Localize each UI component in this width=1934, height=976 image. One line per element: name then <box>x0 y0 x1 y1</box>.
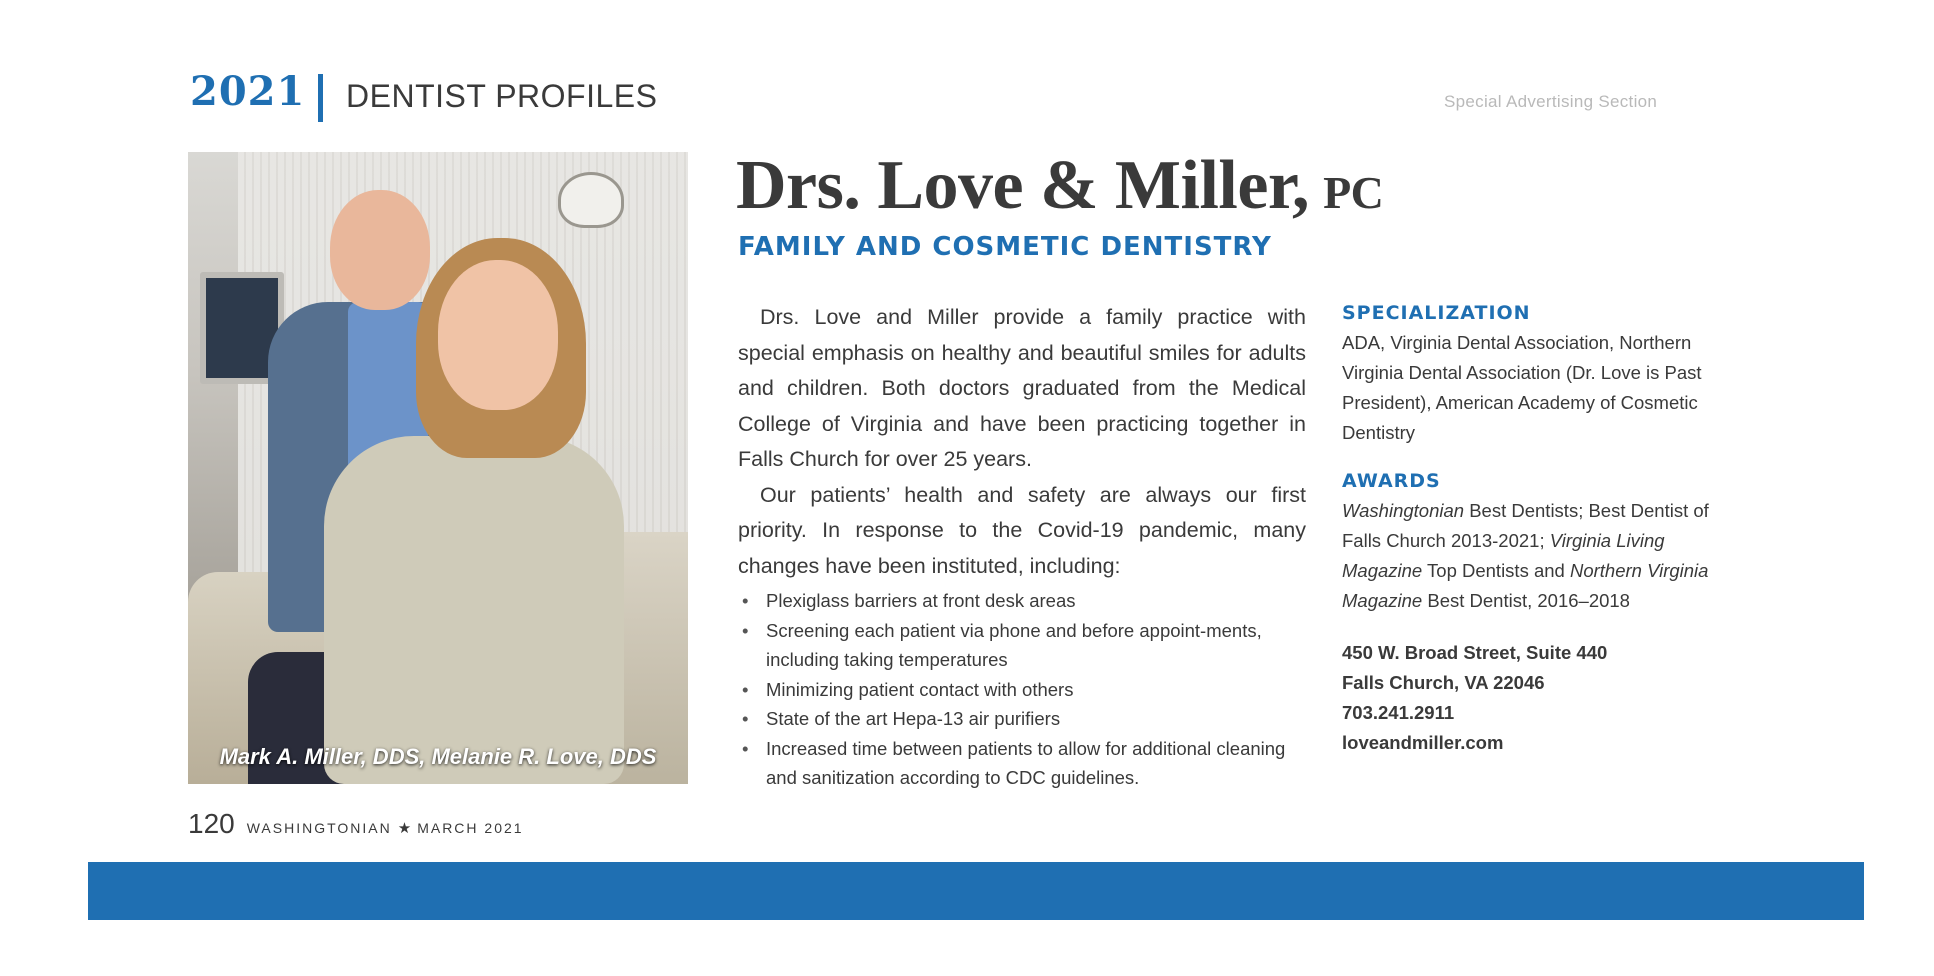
page-number: 120 <box>188 808 235 839</box>
website-link[interactable]: loveandmiller.com <box>1342 732 1504 753</box>
page-footer <box>188 808 524 840</box>
award-text-2: Top Dentists and <box>1422 560 1570 581</box>
award-text-1: Best Dentists; Best Dentist of Falls Church 2013-2021; <box>1342 500 1709 551</box>
list-item: • State of the art Hepa-13 air purifiers <box>738 704 1308 734</box>
info-column <box>1342 302 1722 758</box>
doctors-photo <box>188 152 688 784</box>
body-paragraph-1: Drs. Love and Miller provide a family practice with special emphasis on healthy and beautiful smiles for adults and children. Both doctors graduated from the Medical College of Virginia and have been practicing together in Falls Church for over 25 years. <box>738 305 1306 471</box>
contact-block <box>1342 638 1722 758</box>
award-publication-2: Virginia Living Magazine <box>1342 530 1665 581</box>
specialization-text: ADA, Virginia Dental Association, Northern Virginia Dental Association (Dr. Love is Past President), American Academy of Cosmetic Dentistry <box>1342 332 1702 443</box>
list-item: • Minimizing patient contact with others <box>738 675 1308 705</box>
list-item: • Screening each patient via phone and before appoint-ments, including taking temperatures <box>738 616 1308 675</box>
specialization-heading: SPECIALIZATION <box>1342 302 1531 324</box>
phone-number[interactable]: 703.241.2911 <box>1342 702 1455 723</box>
photo-woman-sweater <box>324 436 624 784</box>
covid-measures-list <box>738 586 1308 793</box>
photo-caption: Mark A. Miller, DDS, Melanie R. Love, DDS <box>219 744 657 769</box>
header-year: 2021 <box>190 68 306 115</box>
body-paragraph-2: Our patients’ health and safety are always our first priority. In response to the Covid-19 pandemic, many changes have been instituted, including: <box>738 482 1306 578</box>
header-divider <box>318 74 323 122</box>
issue-date: MARCH 2021 <box>417 820 524 836</box>
awards-text <box>1342 496 1722 616</box>
photo-man-head <box>330 190 430 310</box>
practice-suffix: PC <box>1323 167 1384 218</box>
award-publication-3: Northern Virginia Magazine <box>1342 560 1709 611</box>
list-item: • Plexiglass barriers at front desk areas <box>738 586 1308 616</box>
special-advertising-label: Special Advertising Section <box>1444 92 1658 111</box>
address-line-2: Falls Church, VA 22046 <box>1342 672 1545 693</box>
awards-heading: AWARDS <box>1342 470 1441 492</box>
magazine-name: WASHINGTONIAN <box>246 820 392 836</box>
bottom-blue-band <box>88 862 1864 920</box>
practice-name: Drs. Love & Miller, <box>736 147 1310 224</box>
photo-woman-head <box>438 260 558 410</box>
address-line-1: 450 W. Broad Street, Suite 440 <box>1342 642 1608 663</box>
list-item: • Increased time between patients to allow for additional cleaning and sanitization according to CDC guidelines. <box>738 734 1308 793</box>
star-icon: ★ <box>397 820 412 837</box>
body-text <box>738 300 1306 584</box>
photo-dental-lamp <box>558 172 624 228</box>
award-publication-1: Washingtonian <box>1342 500 1465 521</box>
practice-subtitle: FAMILY AND COSMETIC DENTISTRY <box>738 232 1272 262</box>
award-text-3: Best Dentist, 2016–2018 <box>1422 590 1630 611</box>
practice-title <box>736 146 1383 226</box>
header-section-title: DENTIST PROFILES <box>346 78 658 114</box>
